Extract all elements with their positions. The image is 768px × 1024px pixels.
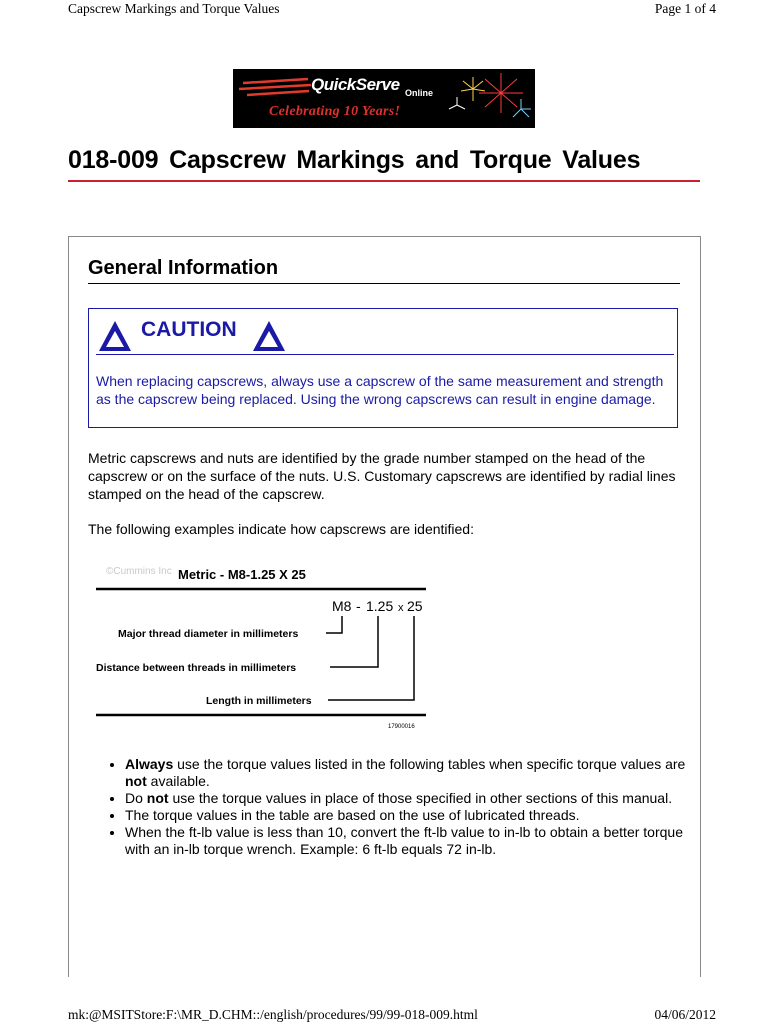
spec-m8: M8 (332, 598, 352, 614)
footer-path: mk:@MSITStore:F:\MR_D.CHM::/english/procedures/99/99-018-009.html (68, 1007, 478, 1022)
capscrew-diagram (96, 558, 436, 730)
torque-notes-list (108, 756, 705, 858)
logo-brand: QuickServe (311, 75, 400, 94)
label-thread-diameter: Major thread diameter in millimeters (118, 628, 299, 640)
title-divider (68, 180, 700, 182)
quickserve-logo (233, 69, 535, 128)
spec-length: 25 (407, 598, 423, 614)
spec-dash: - (356, 598, 361, 614)
section-divider (88, 283, 680, 284)
paragraph-examples-intro: The following examples indicate how capscrews are identified: (88, 521, 474, 537)
spec-pitch: 1.25 (366, 598, 394, 614)
list-item: • Do not use the torque values in place of those specified in other sections of this manual. (125, 790, 705, 807)
logo-tagline: Celebrating 10 Years! (269, 104, 401, 119)
header-title: Capscrew Markings and Torque Values (68, 1, 280, 16)
diagram-leader-lines (326, 616, 414, 700)
document-title: 018-009 Capscrew Markings and Torque Values (68, 146, 641, 174)
caution-text: When replacing capscrews, always use a capscrew of the same measurement and strength as the capscrew being replaced. Using the wrong capscrews can result in engine damage. (96, 373, 664, 407)
label-length: Length in millimeters (206, 695, 312, 707)
diagram-title: Metric - M8-1.25 X 25 (178, 567, 306, 582)
list-item: • Always use the torque values listed in the following tables when specific torque values are not available. (125, 756, 705, 790)
list-item: • When the ft-lb value is less than 10, convert the ft-lb value to in-lb to obtain a better torque with an in-lb torque wrench. Example: 6 ft-lb equals 72 in-lb. (125, 824, 705, 858)
spec-x: x (398, 602, 404, 614)
list-item: • The torque values in the table are based on the use of lubricated threads. (125, 807, 705, 824)
caution-label: CAUTION (141, 318, 237, 341)
diagram-watermark: ©Cummins Inc (106, 566, 172, 577)
section-title: General Information (88, 257, 279, 279)
caution-divider (96, 354, 674, 355)
page-number: Page 1 of 4 (654, 1, 716, 16)
figure-id: 17900016 (388, 724, 415, 730)
warning-triangle-icon (251, 319, 287, 353)
paragraph-identification: Metric capscrews and nuts are identified by the grade number stamped on the head of the capscrew or on the surface of the nuts. U.S. Customary capscrews are identified by radial lines stamped on the head of the capscrew. (88, 450, 676, 502)
page-header (68, 0, 716, 20)
logo-brand-sub: Online (405, 88, 434, 98)
label-thread-distance: Distance between threads in millimeters (96, 662, 297, 674)
footer-date: 04/06/2012 (654, 1007, 716, 1022)
warning-triangle-icon (97, 319, 133, 353)
